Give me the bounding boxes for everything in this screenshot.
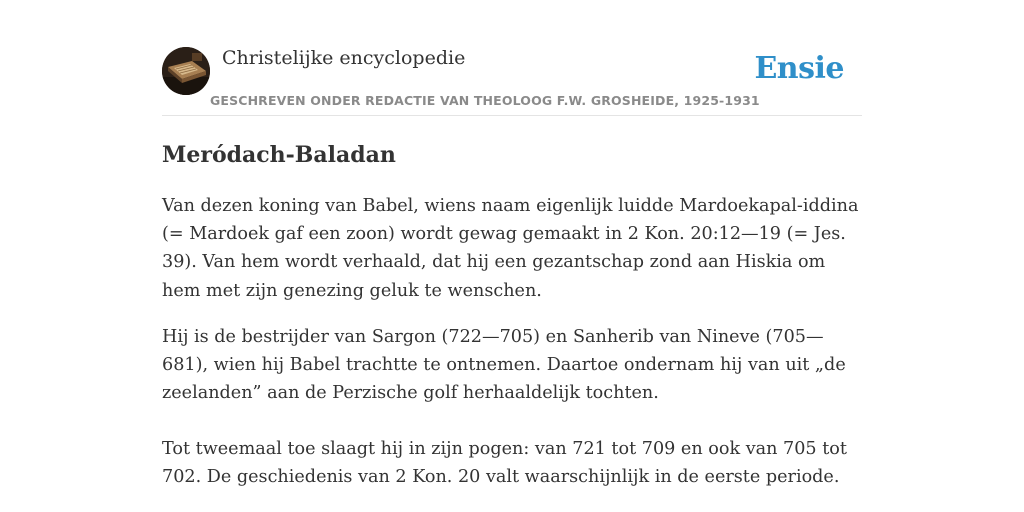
site-subtitle: GESCHREVEN ONDER REDACTIE VAN THEOLOOG F.W. GROSHEIDE, 1925-1931 [210, 93, 760, 108]
ensie-logo-link[interactable]: Ensie [754, 51, 844, 86]
article-paragraph-1: Van dezen koning van Babel, wiens naam eigenlijk luidde Mardoekapal-iddina (= Mardoek gaf een zoon) wordt gewag gemaakt in 2 Kon. 20:12—19 (= Jes. 39). Van hem wordt verhaald, dat hij een gezantschap zond aan Hiskia om hem met zijn genezing geluk te wenschen. [162, 196, 859, 301]
article-paragraph-3: Tot tweemaal toe slaagt hij in zijn pogen: van 721 tot 709 en ook van 705 tot 702. De geschiedenis van 2 Kon. 20 valt waarschijnlijk in de eerste periode. [162, 439, 847, 488]
site-title[interactable]: Christelijke encyclopedie [222, 47, 466, 69]
book-photo-icon [162, 47, 210, 95]
article-paragraph-2: Hij is de bestrijder van Sargon (722—705) en Sanherib van Nineve (705—681), wien hij Babel trachtte te ontnemen. Daartoe ondernam hij van uit „de zeelanden” aan de Perzische golf herhaaldelijk tochten. [162, 327, 846, 404]
encyclopedia-avatar[interactable] [162, 47, 210, 95]
site-header [162, 46, 862, 116]
article-title: Meródach-Baladan [162, 142, 396, 168]
